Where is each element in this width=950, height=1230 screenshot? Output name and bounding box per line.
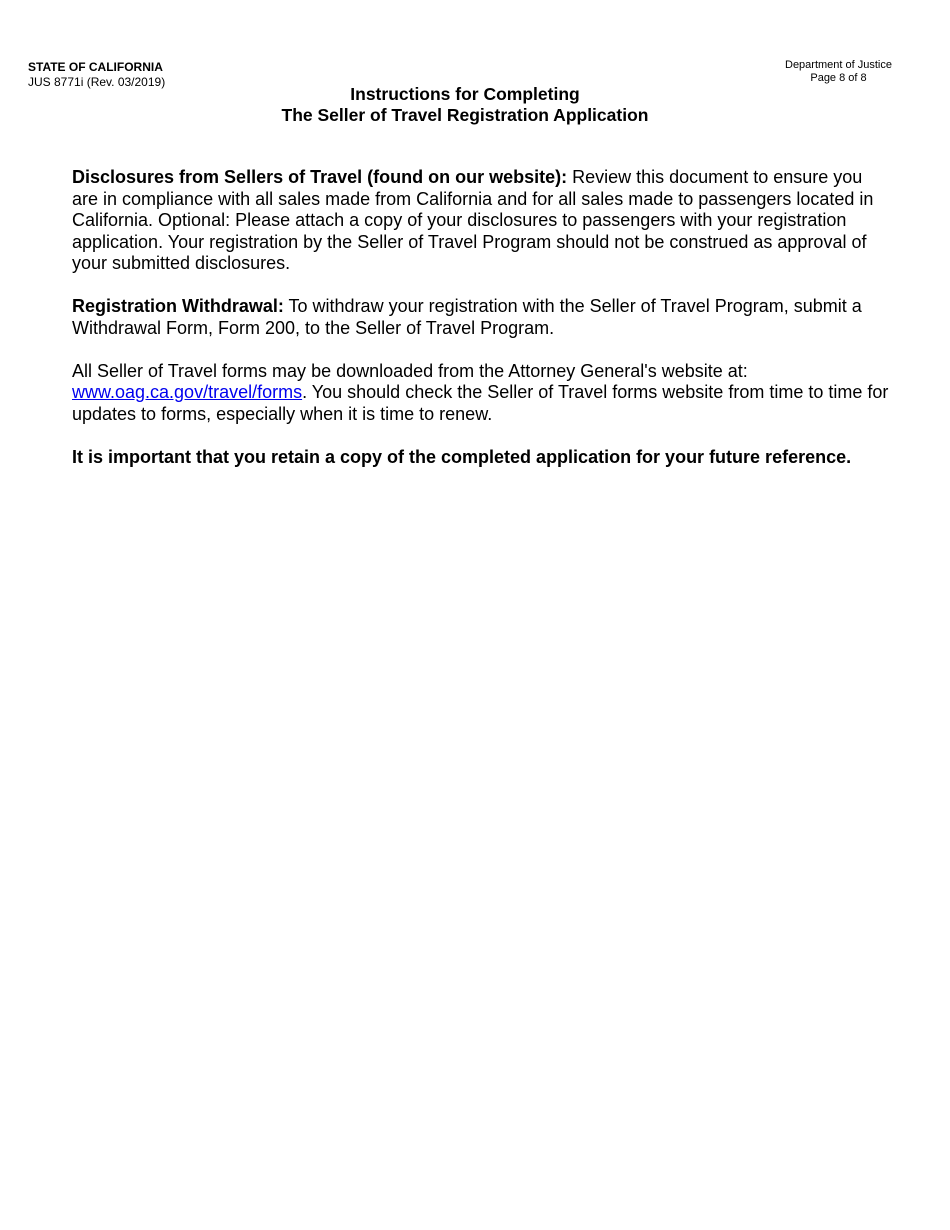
page-number: Page 8 of 8 bbox=[810, 72, 867, 84]
withdrawal-paragraph bbox=[72, 296, 892, 339]
forms-after-text: . You should check the Seller of Travel forms website from time to time for updates to forms, especially when it is time to renew. bbox=[72, 382, 889, 424]
disclosures-heading: Disclosures from Sellers of Travel (found on our website): bbox=[72, 167, 568, 187]
forms-website-link[interactable]: www.oag.ca.gov/travel/forms bbox=[72, 382, 303, 402]
disclosures-paragraph bbox=[72, 167, 892, 275]
disclosures-text: Review this document to ensure you are in compliance with all sales made from California and for all sales made to passengers located in California. Optional: Please attach a copy of your disclosures to passengers with your registration application. Your registration by the Seller of Travel Program should not be construed as approval of your submitted disclosures. bbox=[72, 167, 874, 273]
withdrawal-heading: Registration Withdrawal: bbox=[72, 296, 284, 316]
forms-intro-text: All Seller of Travel forms may be downloaded from the Attorney General's website at: bbox=[72, 360, 748, 381]
important-notice: It is important that you retain a copy of the completed application for your future reference. bbox=[72, 446, 852, 467]
instructions-body bbox=[72, 167, 892, 490]
page-title bbox=[0, 84, 930, 126]
title-line-2: The Seller of Travel Registration Application bbox=[281, 105, 649, 125]
forms-paragraph bbox=[72, 361, 892, 426]
withdrawal-text: To withdraw your registration with the Seller of Travel Program, submit a Withdrawal Form, Form 200, to the Seller of Travel Program. bbox=[72, 296, 862, 338]
form-number: JUS 8771i (Rev. 03/2019) bbox=[28, 75, 166, 89]
title-line-1: Instructions for Completing bbox=[350, 84, 580, 104]
department-label: Department of Justice bbox=[785, 59, 892, 71]
state-label: STATE OF CALIFORNIA bbox=[28, 60, 163, 74]
form-header-right bbox=[785, 59, 892, 85]
